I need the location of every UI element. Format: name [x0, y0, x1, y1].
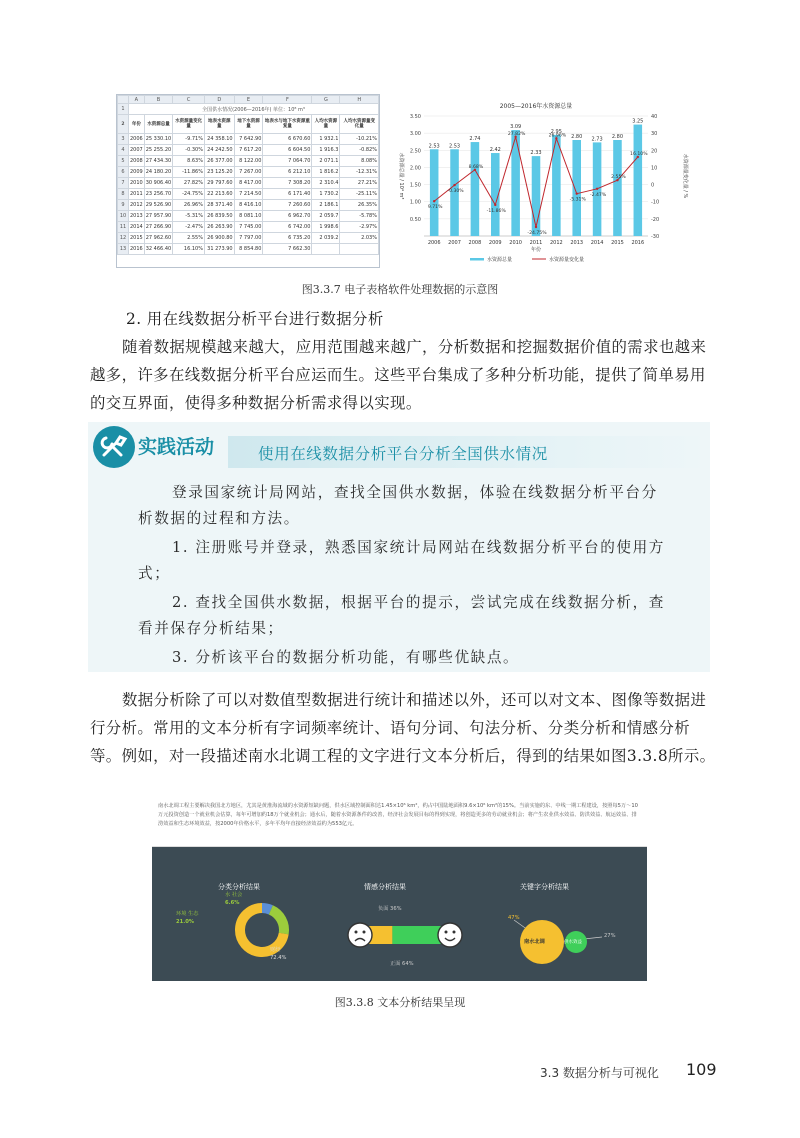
class-value-2: 72.4%: [270, 955, 287, 961]
data-cell: 2 039.2: [312, 233, 340, 244]
data-cell: 7 260.60: [263, 200, 312, 211]
data-cell: 23 256.70: [144, 189, 172, 200]
classification-donut: [202, 890, 322, 975]
activity-step-3: 3. 分析该平台的数据分析功能，有哪些优缺点。: [172, 649, 520, 666]
data-cell: -12.31%: [340, 167, 379, 178]
table-row: [118, 200, 379, 211]
data-cell: 7 662.30: [263, 244, 312, 255]
data-cell: 2.03%: [340, 233, 379, 244]
data-cell: [312, 244, 340, 255]
data-cell: 24 358.10: [205, 134, 235, 145]
bar: [572, 140, 581, 236]
text-analysis-figure: [152, 798, 647, 981]
row-number: 10: [118, 211, 129, 222]
bar: [532, 156, 541, 236]
data-cell: 6 212.10: [263, 167, 312, 178]
data-cell: 2011: [129, 189, 145, 200]
data-cell: 8 122.00: [234, 156, 263, 167]
data-cell: 6 962.70: [263, 211, 312, 222]
line-label: 16.10%: [630, 151, 648, 157]
data-cell: 7 267.00: [234, 167, 263, 178]
data-cell: 26 839.50: [205, 211, 235, 222]
line-label: 9.71%: [427, 205, 443, 211]
row-number: 7: [118, 178, 129, 189]
data-cell: 2014: [129, 222, 145, 233]
data-cell: -0.30%: [173, 145, 205, 156]
line-label: 8.68%: [468, 164, 484, 170]
data-cell: 1 998.6: [312, 222, 340, 233]
row-number: 12: [118, 233, 129, 244]
data-cell: 2 310.4: [312, 178, 340, 189]
line-label: -2.47%: [589, 192, 607, 198]
data-cell: 2016: [129, 244, 145, 255]
data-cell: -2.97%: [340, 222, 379, 233]
bar-label: 2.80: [571, 134, 583, 140]
line-point: [596, 188, 598, 190]
data-cell: 2013: [129, 211, 145, 222]
tools-icon: [91, 424, 137, 470]
data-cell: 7 797.00: [234, 233, 263, 244]
bar-label: 2.95: [550, 128, 562, 135]
chart-svg: [392, 100, 692, 268]
line-point: [576, 192, 578, 194]
source-text: 南水北调工程主要解决我国北方地区，尤其是黄淮海流域的水资源短缺问题，供水区域控制面积达1.45×10⁶ km²，约占中国陆地面积9.6×10⁶ km²的15%。当前实施的东、中线一期工程建设，按照每5万～10万元投资创造一个就业机会估算，每年可增加约18万个就业机会；通水后，随着水资源条件的改善，经济社会发展目标的得到实现，将创造更多的劳动就业机会；将产生农业供水效益、防洪效益、航运效益、排涝效益和生态环境效益，按2000年价格水平，多年平均年直接经济效益约为553亿元。: [158, 803, 638, 827]
happy-face-icon: [438, 923, 462, 947]
x-tick-label: 2012: [549, 240, 563, 246]
table-row: [118, 134, 379, 145]
sentiment-positive-label: 正面 64%: [390, 961, 414, 967]
table-row: [118, 189, 379, 200]
data-cell: -25.11%: [340, 189, 379, 200]
data-cell: 7 642.90: [234, 134, 263, 145]
data-cell: 31 273.90: [205, 244, 235, 255]
keyword-value-1: 27%: [604, 933, 616, 939]
keyword-value-0: 47%: [508, 915, 520, 921]
table-row: [118, 178, 379, 189]
field-header: 地下水资源量: [234, 115, 263, 134]
x-axis-label: 年份: [530, 247, 542, 253]
field-header: 地表水与地下水资源重复量: [263, 115, 312, 134]
data-cell: 1 730.2: [312, 189, 340, 200]
data-cell: [340, 244, 379, 255]
data-cell: 28 371.40: [205, 200, 235, 211]
data-cell: 32 466.40: [144, 244, 172, 255]
keyword-label-0: 南水北调: [524, 939, 545, 945]
column-letter: A: [129, 96, 145, 104]
bar: [471, 142, 480, 236]
data-cell: 8 416.10: [234, 200, 263, 211]
line-label: -24.75%: [527, 231, 547, 236]
field-header: 人均水资源量变化量: [340, 115, 379, 134]
line-label: -11.86%: [486, 208, 506, 214]
column-header-row: [118, 96, 379, 104]
field-header: 水资源量变化量: [173, 115, 205, 134]
table-row: [118, 211, 379, 222]
keyword-label-1: 供水效益: [564, 940, 582, 945]
data-cell: 7 745.00: [234, 222, 263, 233]
line-label: -5.31%: [569, 197, 586, 203]
data-cell: 23 125.20: [205, 167, 235, 178]
field-header: 水资源总量: [144, 115, 172, 134]
row-number: 11: [118, 222, 129, 233]
data-cell: 8 081.10: [234, 211, 263, 222]
row-number: 1: [118, 104, 129, 115]
data-cell: 27 962.60: [144, 233, 172, 244]
spreadsheet-table: [117, 95, 379, 255]
data-cell: 2 186.1: [312, 200, 340, 211]
data-cell: 7 064.70: [263, 156, 312, 167]
y2-tick-label: -30: [651, 234, 660, 240]
activity-step-2: 2. 查找全国供水数据，根据平台的提示，尝试完成在线数据分析，查看并保存分析结果；: [138, 594, 665, 637]
class-label-1: 环境 生态: [176, 911, 199, 917]
data-cell: 1 932.1: [312, 134, 340, 145]
legend-label: 水资源量变化量: [549, 257, 585, 263]
y-tick-label: 3.00: [409, 131, 421, 138]
x-tick-label: 2008: [468, 240, 482, 246]
table-row: [118, 233, 379, 244]
row-number: 6: [118, 167, 129, 178]
activity-title: 使用在线数据分析平台分析全国供水情况: [258, 445, 548, 463]
data-cell: 7 214.50: [234, 189, 263, 200]
data-cell: 26 263.90: [205, 222, 235, 233]
y-tick-label: 3.50: [409, 114, 421, 120]
data-cell: 6 670.60: [263, 134, 312, 145]
line-label: -0.30%: [447, 189, 464, 195]
column-letter: D: [205, 96, 235, 104]
table-row: [118, 145, 379, 156]
activity-step-1: 1. 注册账号并登录，熟悉国家统计局网站在线数据分析平台的使用方式；: [138, 539, 665, 582]
class-value-0: 6.6%: [225, 900, 240, 906]
data-cell: 2009: [129, 167, 145, 178]
data-cell: 2 059.7: [312, 211, 340, 222]
data-cell: 27 957.90: [144, 211, 172, 222]
classification-title: 分类分析结果: [218, 883, 260, 891]
sentiment-negative-label: 负面 36%: [378, 906, 402, 912]
data-cell: 2007: [129, 145, 145, 156]
x-tick-label: 2014: [590, 240, 604, 246]
y-axis-label: 水资源总量 / 10⁴ m³: [398, 152, 404, 200]
data-cell: 7 617.20: [234, 145, 263, 156]
bar-label: 2.42: [489, 147, 501, 154]
field-header: 地表水资源量: [205, 115, 235, 134]
data-cell: 26 377.00: [205, 156, 235, 167]
sentiment-bar: [342, 916, 472, 956]
data-cell: 6 742.00: [263, 222, 312, 233]
y2-tick-label: 40: [651, 114, 658, 120]
activity-label: 实践活动: [138, 436, 215, 458]
sheet-title: 全国供水情况(2006—2016年) 单位：10⁸ m³: [129, 104, 379, 115]
y2-tick-label: 0: [651, 182, 655, 189]
footer-section: 3.3 数据分析与可视化: [540, 1066, 659, 1080]
class-label-2: 财经: [270, 947, 281, 953]
class-label-0: 水 社会: [225, 892, 243, 898]
class-value-1: 21.0%: [176, 919, 194, 925]
legend-bar-swatch: [470, 258, 484, 261]
data-cell: 16.10%: [173, 244, 205, 255]
data-cell: 27.21%: [340, 178, 379, 189]
x-tick-label: 2007: [448, 240, 461, 246]
activity-intro: 登录国家统计局网站，查找全国供水数据，体验在线数据分析平台分析数据的过程和方法。: [138, 484, 658, 527]
y-tick-label: 2.00: [409, 165, 421, 172]
data-cell: 2010: [129, 178, 145, 189]
data-cell: -2.47%: [173, 222, 205, 233]
legend-label: 水资源总量: [487, 257, 513, 263]
data-cell: 8.08%: [340, 156, 379, 167]
data-cell: -24.75%: [173, 189, 205, 200]
line-point: [535, 226, 537, 228]
data-cell: 24 180.20: [144, 167, 172, 178]
column-letter: G: [312, 96, 340, 104]
page-number: 109: [686, 1060, 717, 1079]
data-cell: 25 330.10: [144, 134, 172, 145]
row-number: 3: [118, 134, 129, 145]
sentiment-title: 情感分析结果: [364, 883, 406, 891]
x-tick-label: 2015: [611, 240, 624, 246]
sad-face-icon: [348, 923, 372, 947]
table-row: [118, 156, 379, 167]
figure-337-caption: 图3.3.7 电子表格软件处理数据的示意图: [301, 283, 499, 296]
row-number: 8: [118, 189, 129, 200]
keywords-title: 关键字分析结果: [520, 883, 569, 891]
line-label: 27.82%: [507, 131, 526, 137]
y2-axis-label: 水资源量变化量 / %: [682, 153, 688, 199]
data-cell: 8 854.80: [234, 244, 263, 255]
data-cell: 8 417.00: [234, 178, 263, 189]
y2-tick-label: -10: [651, 199, 660, 206]
data-cell: 2015: [129, 233, 145, 244]
data-cell: 6 171.40: [263, 189, 312, 200]
figure-338-caption: 图3.3.8 文本分析结果呈现: [334, 996, 466, 1009]
row-number: 5: [118, 156, 129, 167]
y-tick-label: 1.50: [409, 182, 421, 189]
x-tick-label: 2011: [529, 240, 543, 246]
source-text-panel: [152, 798, 647, 847]
data-cell: 2008: [129, 156, 145, 167]
line-label: 26.96%: [548, 133, 567, 139]
bar: [613, 140, 622, 236]
bar: [430, 149, 439, 236]
data-cell: -5.78%: [340, 211, 379, 222]
y2-tick-label: 30: [651, 131, 658, 138]
row-number: 9: [118, 200, 129, 211]
line-point: [433, 200, 435, 202]
bar-label: 2.53: [428, 143, 440, 150]
data-cell: -10.21%: [340, 134, 379, 145]
column-letter: C: [173, 96, 205, 104]
data-cell: 29 797.60: [205, 178, 235, 189]
bar: [634, 125, 643, 236]
data-cell: -9.71%: [173, 134, 205, 145]
data-cell: 8.63%: [173, 156, 205, 167]
bar-label: 2.74: [469, 136, 481, 143]
donut-segment: [262, 908, 271, 910]
data-cell: 25 255.20: [144, 145, 172, 156]
data-cell: 30 906.40: [144, 178, 172, 189]
data-cell: 2012: [129, 200, 145, 211]
table-row: [118, 167, 379, 178]
column-letter: F: [263, 96, 312, 104]
paragraph-1: 随着数据规模越来越大，应用范围越来越广，分析数据和挖掘数据价值的需求也越来越多，许多在线数据分析平台应运而生。这些平台集成了多种分析功能，提供了简单易用的交互界面，使得多种数据分析需求得以实现。: [90, 338, 707, 412]
data-cell: 1 816.2: [312, 167, 340, 178]
chart-title: 2005—2016年水资源总量: [499, 103, 573, 110]
sheet-title-row: [118, 104, 379, 115]
section-heading: 2. 用在线数据分析平台进行数据分析: [126, 310, 384, 328]
bar-label: 3.25: [632, 118, 644, 125]
data-cell: 7 308.20: [263, 178, 312, 189]
field-header: 人均水资源量: [312, 115, 340, 134]
field-header: 年份: [129, 115, 145, 134]
x-tick-label: 2006: [427, 240, 441, 246]
spreadsheet-screenshot: [116, 94, 380, 268]
column-letter: E: [234, 96, 263, 104]
bar-label: 2.73: [591, 136, 603, 143]
y-tick-label: 1.00: [409, 199, 421, 206]
line-label: 2.55%: [611, 175, 626, 181]
x-tick-label: 2010: [509, 240, 523, 246]
data-cell: 26 900.80: [205, 233, 235, 244]
data-cell: 26.35%: [340, 200, 379, 211]
y2-tick-label: 20: [651, 148, 658, 155]
data-cell: -5.31%: [173, 211, 205, 222]
y2-tick-label: 10: [651, 165, 658, 172]
data-cell: 29 526.90: [144, 200, 172, 211]
data-cell: 26.96%: [173, 200, 205, 211]
bar-label: 3.09: [510, 124, 522, 131]
data-cell: 24 242.50: [205, 145, 235, 156]
y-tick-label: 0.50: [409, 216, 421, 223]
table-row: [118, 222, 379, 233]
x-tick-label: 2009: [488, 240, 502, 246]
x-tick-label: 2016: [631, 240, 645, 246]
row-number: 4: [118, 145, 129, 156]
field-header-row: [118, 115, 379, 134]
y2-tick-label: -20: [651, 216, 660, 223]
donut-segment: [271, 910, 284, 934]
line-point: [494, 204, 496, 206]
column-letter: B: [144, 96, 172, 104]
y-tick-label: 2.50: [409, 148, 421, 155]
data-cell: 27.82%: [173, 178, 205, 189]
data-cell: 27 434.30: [144, 156, 172, 167]
water-resource-chart: [392, 100, 692, 268]
row-number: 2: [118, 115, 129, 134]
data-cell: 2 071.1: [312, 156, 340, 167]
data-cell: -11.86%: [173, 167, 205, 178]
data-cell: 2.55%: [173, 233, 205, 244]
data-cell: 6 735.20: [263, 233, 312, 244]
data-cell: 6 604.50: [263, 145, 312, 156]
paragraph-2: 数据分析除了可以对数值型数据进行统计和描述以外，还可以对文本、图像等数据进行分析。常用的文本分析有字词频率统计、语句分词、句法分析、分类分析和情感分析等。例如，对一段描述南水北调工程的文字进行文本分析后，得到的结果如图3.3.8所示。: [90, 691, 716, 765]
corner-cell: [118, 96, 129, 104]
table-row: [118, 244, 379, 255]
x-tick-label: 2013: [570, 240, 584, 246]
data-cell: -0.82%: [340, 145, 379, 156]
bar-label: 2.80: [611, 134, 624, 140]
line-point: [453, 184, 455, 186]
column-letter: H: [340, 96, 379, 104]
data-cell: 1 916.3: [312, 145, 340, 156]
row-number: 13: [118, 244, 129, 255]
bar-label: 2.33: [530, 150, 542, 157]
bar-label: 2.53: [448, 143, 461, 150]
data-cell: 27 266.90: [144, 222, 172, 233]
data-cell: 2006: [129, 134, 145, 145]
data-cell: 22 213.60: [205, 189, 235, 200]
